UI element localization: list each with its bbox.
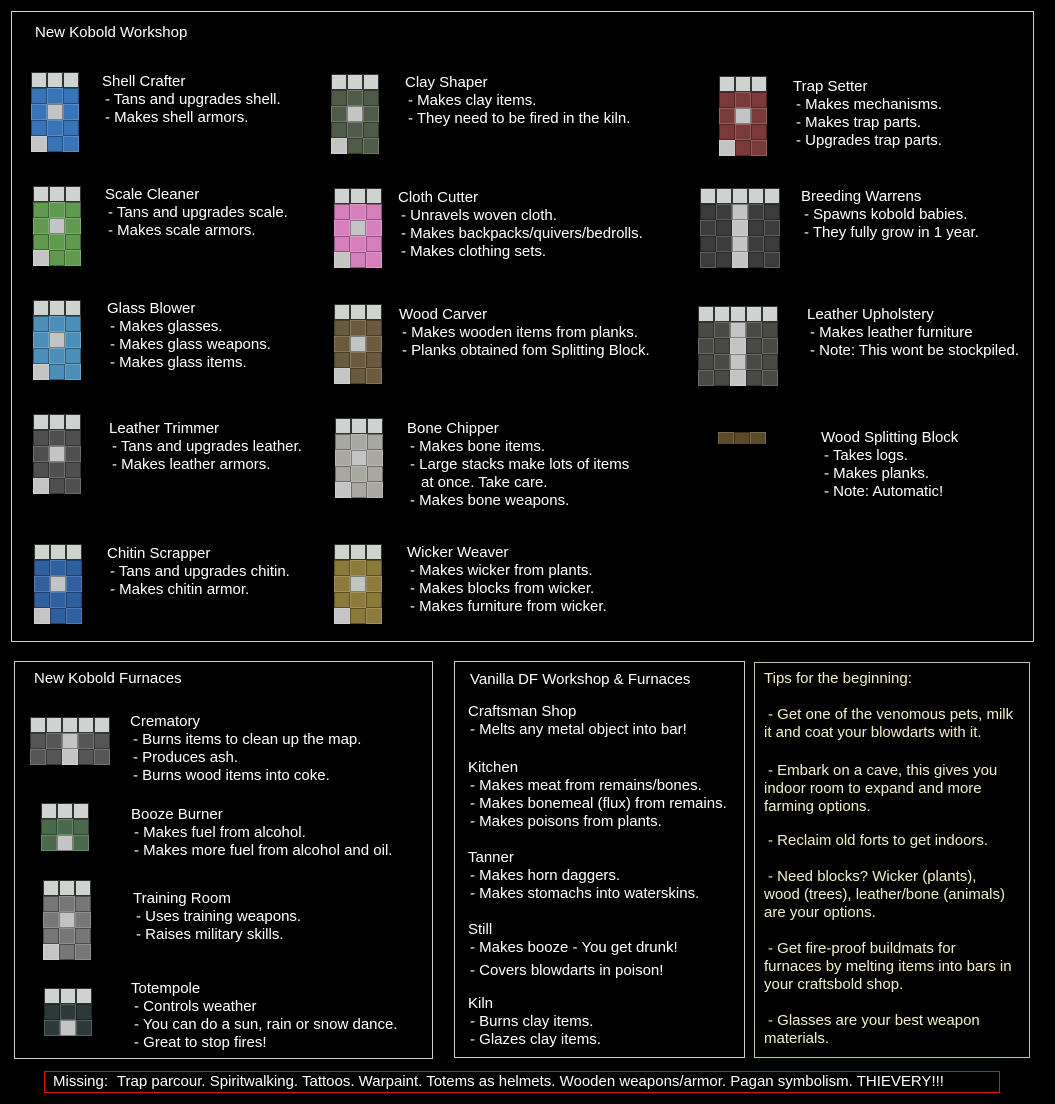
tip-item — [764, 868, 1005, 922]
entry-line: - Great to stop fires! — [134, 1034, 267, 1051]
entry-line: - Makes bone items. — [410, 438, 546, 455]
workshop-tile-icon — [718, 432, 766, 444]
workshop-entry — [407, 420, 629, 510]
entry-name: Glass Blower — [107, 300, 196, 317]
workshop-entry — [801, 188, 979, 242]
entry-line: - Upgrades trap parts. — [796, 132, 942, 149]
workshop-tile-icon — [698, 306, 778, 386]
vanilla-section-line: - Makes horn daggers. — [470, 867, 621, 884]
workshop-entry — [105, 186, 288, 240]
entry-name: Chitin Scrapper — [107, 545, 211, 562]
entry-line: - Uses training weapons. — [136, 908, 302, 925]
tip-line: - Need blocks? Wicker (plants), — [768, 868, 977, 885]
tip-line: - Get one of the venomous pets, milk — [768, 706, 1014, 723]
entry-line: - Makes backpacks/quivers/bedrolls. — [401, 225, 643, 242]
vanilla-section-name: Craftsman Shop — [468, 703, 577, 720]
entry-line: - Spawns kobold babies. — [804, 206, 968, 223]
entry-name: Wood Carver — [399, 306, 488, 323]
vanilla-section-line: - Makes bonemeal (flux) from remains. — [470, 795, 727, 812]
entry-line: - Makes blocks from wicker. — [410, 580, 595, 597]
entry-line: - Makes leather furniture — [810, 324, 973, 341]
entry-line: - Burns wood items into coke. — [133, 767, 330, 784]
entry-line: - Produces ash. — [133, 749, 239, 766]
vanilla-section-line: - Melts any metal object into bar! — [470, 721, 687, 738]
vanilla-section-line: - Glazes clay items. — [470, 1031, 601, 1048]
tip-line: farming options. — [764, 798, 871, 815]
workshop-tile-icon — [719, 76, 767, 158]
vanilla-section-line: - Makes meat from remains/bones. — [470, 777, 702, 794]
workshop-tile-icon — [334, 304, 382, 384]
tip-line: indoor room to expand and more — [764, 780, 982, 797]
tip-line: - Glasses are your best weapon — [768, 1012, 980, 1029]
entry-line: - Makes leather armors. — [112, 456, 271, 473]
workshop-entry — [131, 806, 392, 860]
entry-line: - Makes scale armors. — [108, 222, 256, 239]
entry-name: Scale Cleaner — [105, 186, 200, 203]
entry-line: - Makes planks. — [824, 465, 930, 482]
entry-line: - Makes trap parts. — [796, 114, 922, 131]
tip-item — [764, 706, 1013, 742]
entry-name: Totempole — [131, 980, 201, 997]
entry-line: - They fully grow in 1 year. — [804, 224, 979, 241]
entry-line: - Burns items to clean up the map. — [133, 731, 362, 748]
workshop-tile-icon — [334, 188, 382, 268]
workshop-tile-icon — [331, 74, 379, 156]
tip-line: materials. — [764, 1030, 830, 1047]
entry-name: Wicker Weaver — [407, 544, 509, 561]
entry-line: - Tans and upgrades shell. — [105, 91, 281, 108]
entry-name: Bone Chipper — [407, 420, 499, 437]
entry-name: Trap Setter — [793, 78, 868, 95]
entry-line: - Makes wicker from plants. — [410, 562, 593, 579]
workshop-tile-icon — [43, 880, 91, 960]
entry-name: Clay Shaper — [405, 74, 488, 91]
entry-line: - Makes fuel from alcohol. — [134, 824, 306, 841]
entry-name: Leather Upholstery — [807, 306, 934, 323]
entry-name: Booze Burner — [131, 806, 223, 823]
workshop-panel-title: New Kobold Workshop — [35, 24, 188, 41]
entry-line: - Makes mechanisms. — [796, 96, 942, 113]
tip-line: - Get fire-proof buildmats for — [768, 940, 956, 957]
entry-line: - Tans and upgrades leather. — [112, 438, 302, 455]
entry-line: - Unravels woven cloth. — [401, 207, 557, 224]
entry-line: - Makes clothing sets. — [401, 243, 547, 260]
entry-line: - Makes shell armors. — [105, 109, 249, 126]
workshop-tile-icon — [31, 72, 79, 154]
entry-line: - Makes wooden items from planks. — [402, 324, 638, 341]
vanilla-section-line: - Makes poisons from plants. — [470, 813, 662, 830]
vanilla-panel-title: Vanilla DF Workshop & Furnaces — [470, 671, 691, 688]
entry-name: Breeding Warrens — [801, 188, 922, 205]
tip-line: it and coat your blowdarts with it. — [764, 724, 982, 741]
entry-name: Crematory — [130, 713, 201, 730]
workshop-tile-icon — [41, 803, 89, 851]
entry-name: Leather Trimmer — [109, 420, 220, 437]
tip-item — [764, 1012, 980, 1048]
tip-item — [764, 762, 997, 816]
tip-item — [764, 940, 1012, 994]
workshop-tile-icon — [44, 988, 92, 1036]
vanilla-section — [468, 849, 699, 903]
entry-name: Cloth Cutter — [398, 189, 479, 206]
tips-title: Tips for the beginning: — [764, 670, 912, 687]
entry-line: - Raises military skills. — [136, 926, 284, 943]
entry-line: - Makes glasses. — [110, 318, 223, 335]
workshop-entry — [131, 980, 398, 1052]
entry-line: - Makes bone weapons. — [410, 492, 570, 509]
workshop-entry — [130, 713, 361, 785]
tip-line: your craftsbold shop. — [764, 976, 904, 993]
entry-line: at once. Take care. — [421, 474, 548, 491]
entry-line: - Takes logs. — [824, 447, 908, 464]
workshop-tile-icon — [34, 544, 82, 624]
entry-line: - Makes glass items. — [110, 354, 247, 371]
workshop-entry — [807, 306, 1019, 360]
workshop-tile-icon — [33, 186, 81, 266]
furnace-panel-title: New Kobold Furnaces — [34, 670, 182, 687]
workshop-entry — [107, 300, 271, 372]
workshop-entry — [407, 544, 607, 616]
vanilla-section-line: - Burns clay items. — [470, 1013, 594, 1030]
vanilla-section-line: - Covers blowdarts in poison! — [470, 962, 664, 979]
entry-line: - Makes furniture from wicker. — [410, 598, 607, 615]
workshop-entry — [821, 429, 958, 501]
workshop-tile-icon — [33, 414, 81, 496]
workshop-entry — [793, 78, 942, 150]
entry-name: Training Room — [133, 890, 231, 907]
entry-line: - Note: This wont be stockpiled. — [810, 342, 1019, 359]
entry-name: Shell Crafter — [102, 73, 186, 90]
tip-line: furnaces by melting items into bars in — [764, 958, 1012, 975]
workshop-entry — [107, 545, 290, 599]
missing-features-banner — [44, 1071, 1000, 1093]
entry-line: - Makes clay items. — [408, 92, 537, 109]
workshop-entry — [102, 73, 281, 127]
workshop-tile-icon — [700, 188, 780, 268]
workshop-tile-icon — [33, 300, 81, 380]
entry-line: - They need to be fired in the kiln. — [408, 110, 631, 127]
entry-line: - Tans and upgrades chitin. — [110, 563, 290, 580]
entry-line: - You can do a sun, rain or snow dance. — [134, 1016, 398, 1033]
entry-line: - Makes chitin armor. — [110, 581, 250, 598]
entry-line: - Note: Automatic! — [824, 483, 944, 500]
entry-line: - Controls weather — [134, 998, 257, 1015]
workshop-entry — [405, 74, 630, 128]
vanilla-section-line: - Makes stomachs into waterskins. — [470, 885, 700, 902]
entry-name: Wood Splitting Block — [821, 429, 959, 446]
vanilla-section-name: Kiln — [468, 995, 494, 1012]
workshop-tile-icon — [30, 717, 110, 765]
vanilla-section — [468, 921, 678, 980]
vanilla-section — [468, 703, 687, 739]
workshop-tile-icon — [334, 544, 382, 624]
tip-line: are your options. — [764, 904, 876, 921]
entry-line: - Makes more fuel from alcohol and oil. — [134, 842, 393, 859]
vanilla-section — [468, 995, 601, 1049]
missing-label: Missing: — [53, 1073, 109, 1090]
entry-line: - Large stacks make lots of items — [410, 456, 630, 473]
workshop-entry — [109, 420, 302, 474]
tip-item — [764, 832, 988, 850]
entry-line: - Tans and upgrades scale. — [108, 204, 288, 221]
vanilla-section-name: Still — [468, 921, 493, 938]
missing-text: Trap parcour. Spiritwalking. Tattoos. Warpaint. Totems as helmets. Wooden weapons/armor. Pagan symbolism. THIEVERY!!! — [116, 1073, 944, 1090]
workshop-tile-icon — [335, 418, 383, 498]
vanilla-section-name: Tanner — [468, 849, 514, 866]
tip-line: - Embark on a cave, this gives you — [768, 762, 998, 779]
vanilla-section-line: - Makes booze - You get drunk! — [470, 939, 678, 956]
tip-line: wood (trees), leather/bone (animals) — [764, 886, 1005, 903]
vanilla-section — [468, 759, 727, 831]
workshop-entry — [133, 890, 301, 944]
tip-line: - Reclaim old forts to get indoors. — [768, 832, 989, 849]
workshop-entry — [398, 189, 643, 261]
entry-line: - Makes glass weapons. — [110, 336, 271, 353]
vanilla-section-name: Kitchen — [468, 759, 519, 776]
entry-line: - Planks obtained fom Splitting Block. — [402, 342, 650, 359]
workshop-entry — [399, 306, 650, 360]
